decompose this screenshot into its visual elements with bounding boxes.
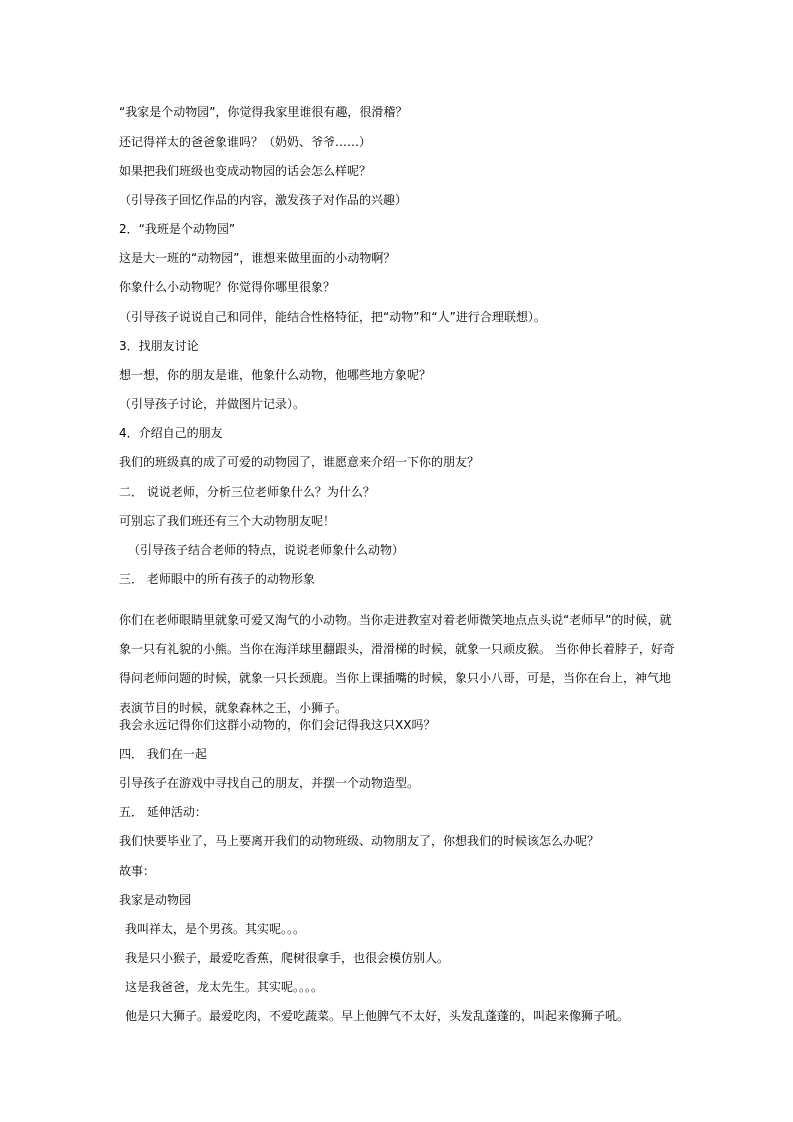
paragraph-line: 象一只有礼貌的小熊。当你在海洋球里翻跟头，滑滑梯的时候，就象一只顽皮猴。 当你伸长着脖子，好奇 <box>119 642 675 656</box>
text-line-question-interesting: “我家是个动物园”，你觉得我家里谁很有趣，很滑稽？ <box>119 105 408 119</box>
paragraph-line: 得问老师问题的时候，就象一只长颈鹿。当你上课插嘴的时候，象只小八哥，可是，当你在台上，神气地 <box>119 671 672 685</box>
section-heading-2: 2．“我班是个动物园” <box>119 222 236 236</box>
text-line-dad-resembles: 还记得祥太的爸爸象谁吗？（奶奶、爷爷……） <box>119 135 372 149</box>
story-line: 我叫祥太，是个男孩。其实呢。。。 <box>125 922 306 936</box>
story-line: 我是只小猴子，最爱吃香蕉，爬树很拿手，也很会模仿别人。 <box>125 951 450 965</box>
text-line-which-animal: 你象什么小动物呢？你觉得你哪里很象？ <box>119 280 336 294</box>
section-heading-five: 五． 延伸活动： <box>119 805 207 819</box>
text-line-introduce-friend: 我们的班级真的成了可爱的动物园了，谁愿意来介绍一下你的朋友？ <box>119 455 480 469</box>
text-line-find-friends-game: 引导孩子在游戏中寻找自己的朋友，并摆一个动物造型。 <box>119 776 420 790</box>
text-line-three-teachers: 可别忘了我们班还有三个大动物朋友呢！ <box>119 514 336 528</box>
text-line-class-zoo: 如果把我们班级也变成动物园的话会怎么样呢？ <box>119 164 372 178</box>
text-line-guide-discussion: （引导孩子讨论，并做图片记录）。 <box>119 397 306 411</box>
section-heading-3: 3．找朋友讨论 <box>119 339 199 353</box>
text-line-class-animals: 这是大一班的“动物园”，谁想来做里面的小动物啊？ <box>119 251 396 265</box>
text-line-guide-recall: （引导孩子回忆作品的内容，激发孩子对作品的兴趣） <box>119 193 408 207</box>
text-line-remember: 我会永远记得你们这群小动物的，你们会记得我这只XX吗？ <box>119 718 436 732</box>
section-heading-three: 三． 老师眼中的所有孩子的动物形象 <box>119 572 315 586</box>
story-line: 这是我爸爸，龙太先生。其实呢。。。。 <box>125 980 324 994</box>
text-line-guide-association: （引导孩子说说自己和同伴，能结合性格特征，把“动物”和“人”进行合理联想）。 <box>119 310 546 324</box>
story-title: 我家是动物园 <box>119 893 192 907</box>
story-label: 故事： <box>119 864 156 878</box>
text-line-think-friend: 想一想，你的朋友是谁，他象什么动物，他哪些地方象呢？ <box>119 368 432 382</box>
paragraph-line: 你们在老师眼睛里就象可爱又淘气的小动物。当你走进教室对着老师微笑地点点头说“老师早”的时候，就 <box>119 613 672 627</box>
text-line-graduation: 我们快要毕业了，马上要离开我们的动物班级、动物朋友了，你想我们的时候该怎么办呢？ <box>119 834 600 848</box>
story-line: 他是只大狮子。最爱吃肉，不爱吃蔬菜。早上他脾气不太好，头发乱蓬蓬的，叫起来像狮子吼。 <box>125 1009 630 1023</box>
section-heading-two: 二． 说说老师，分析三位老师象什么？为什么？ <box>119 485 375 499</box>
paragraph-line: 表演节目的时候，就象森林之王，小狮子。 <box>119 701 348 715</box>
section-heading-four: 四． 我们在一起 <box>119 747 207 761</box>
text-line-guide-teachers: （引导孩子结合老师的特点，说说老师象什么动物） <box>128 543 405 557</box>
section-heading-4: 4．介绍自己的朋友 <box>119 426 223 440</box>
